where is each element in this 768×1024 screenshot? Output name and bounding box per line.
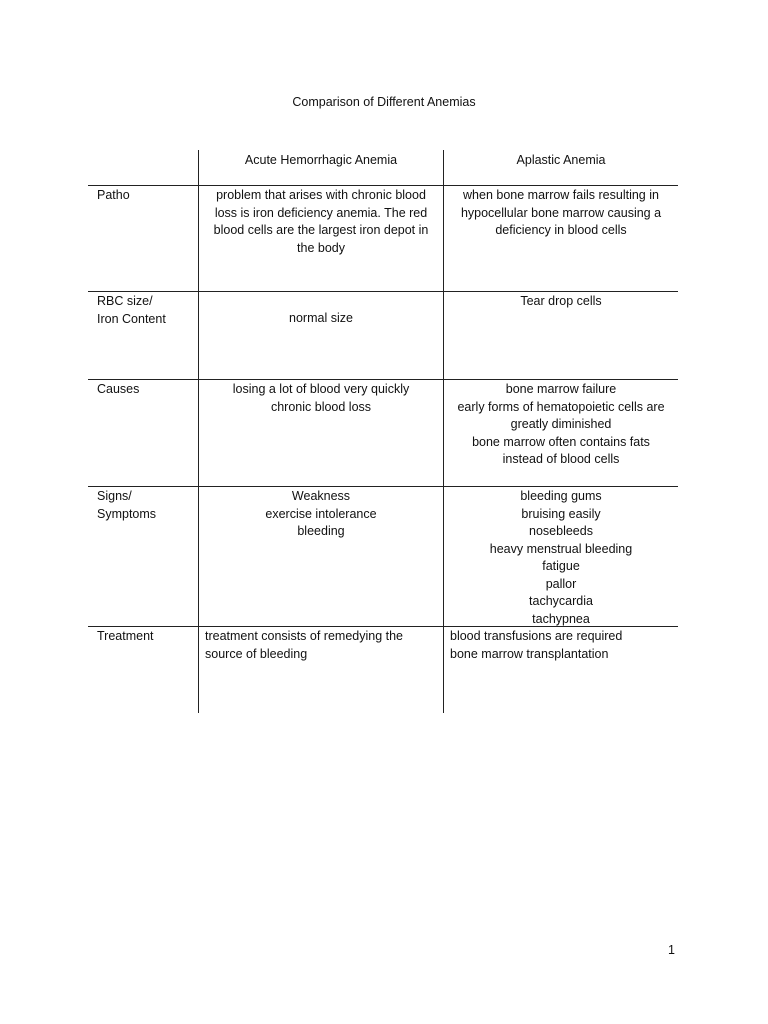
row-label-patho: Patho: [97, 188, 130, 202]
table-row-patho: [88, 185, 678, 291]
table-row-causes: [88, 379, 678, 486]
row-label-causes: Causes: [97, 382, 140, 396]
cell-patho-acute: problem that arises with chronic blood loss is iron deficiency anemia. The red blood cells are the largest iron depot in the body: [198, 186, 443, 291]
cell-rbc-aplastic: Tear drop cells: [443, 292, 678, 379]
cell-rbc-acute: normal size: [198, 292, 443, 379]
page-number: 1: [668, 943, 675, 957]
table-row-rbc-size-iron-content: [88, 291, 678, 379]
anemia-comparison-table: [88, 150, 678, 713]
cell-causes-aplastic: bone marrow failure early forms of hematopoietic cells are greatly diminished bone marrow often contains fats instead of blood cells: [443, 380, 678, 486]
header-acute-hemorrhagic-anemia: Acute Hemorrhagic Anemia: [198, 150, 443, 185]
table-header-row: [88, 150, 678, 185]
cell-signs-aplastic: bleeding gums bruising easily nosebleeds heavy menstrual bleeding fatigue pallor tachycardia tachypnea: [443, 487, 678, 626]
row-label-treatment: Treatment: [97, 629, 154, 643]
table-row-signs-symptoms: [88, 486, 678, 626]
page-title: Comparison of Different Anemias: [292, 95, 476, 109]
header-cell-blank: [88, 150, 198, 185]
cell-causes-acute: losing a lot of blood very quickly chronic blood loss: [198, 380, 443, 486]
cell-signs-acute: Weakness exercise intolerance bleeding: [198, 487, 443, 626]
cell-patho-aplastic: when bone marrow fails resulting in hypocellular bone marrow causing a deficiency in blood cells: [443, 186, 678, 291]
row-label-rbc-size-iron-content: RBC size/ Iron Content: [97, 294, 166, 326]
table-row-treatment: [88, 626, 678, 713]
header-aplastic-anemia: Aplastic Anemia: [443, 150, 678, 185]
row-label-signs-symptoms: Signs/ Symptoms: [97, 489, 157, 521]
cell-treatment-aplastic: blood transfusions are required bone marrow transplantation: [443, 627, 678, 713]
cell-treatment-acute: treatment consists of remedying the source of bleeding: [198, 627, 443, 713]
